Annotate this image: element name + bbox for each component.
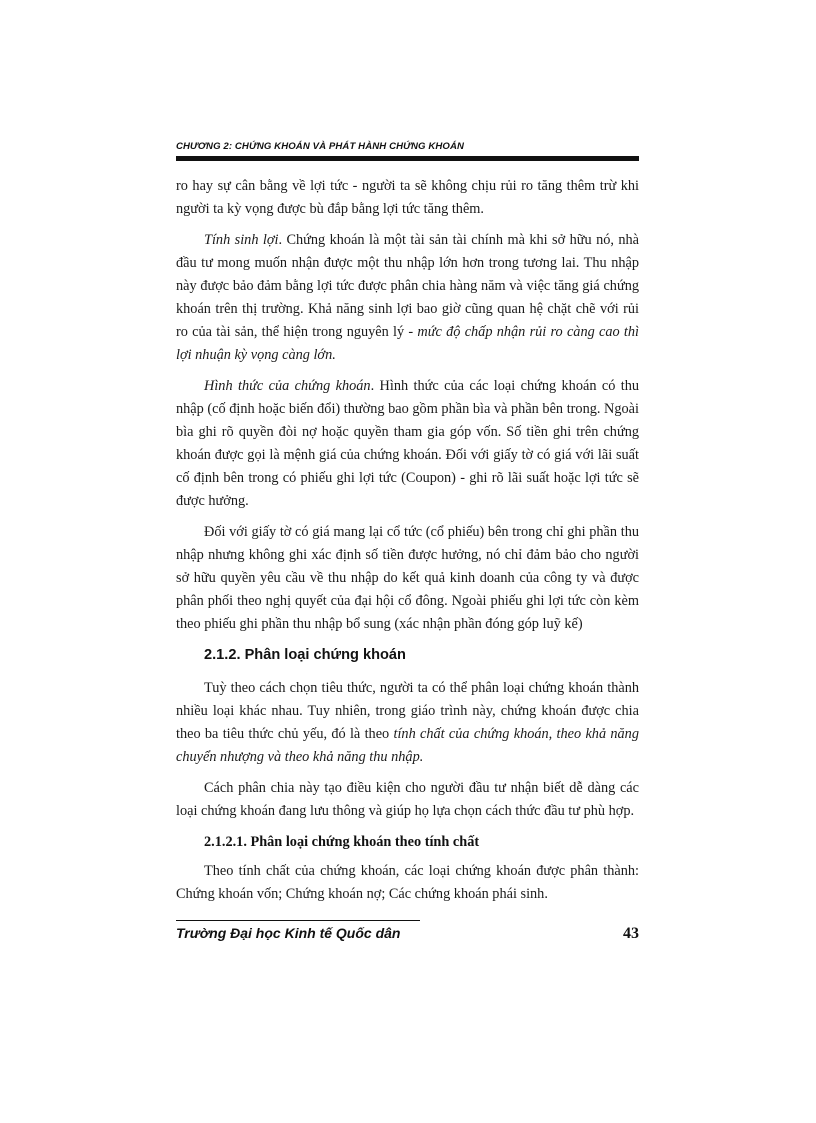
term-profitability: Tính sinh lợi [204, 232, 279, 248]
paragraph-form [176, 375, 639, 513]
paragraph-dividend-securities: Đối với giấy tờ có giá mang lại cổ tức (cổ phiếu) bên trong chỉ ghi phần thu nhập nhưng không ghi xác định số tiền được hưởng, nó chỉ đảm bảo cho người sở hữu quyền yêu cầu về thu nhập do kết quả kinh doanh của công ty và được phân phối theo nghị quyết của đại hội cổ đông. Ngoài phiếu ghi lợi tức còn kèm theo phiếu ghi phần thu nhập bổ sung (xác nhận phần đóng góp luỹ kế) [176, 524, 639, 632]
section-heading: 2.1.2. Phân loại chứng khoán [204, 647, 406, 663]
body-text [176, 175, 639, 914]
paragraph-classification-benefit: Cách phân chia này tạo điều kiện cho người đầu tư nhận biết dễ dàng các loại chứng khoán đang lưu thông và giúp họ lựa chọn cách thức đầu tư phù hợp. [176, 780, 639, 819]
header-rule [176, 156, 639, 161]
risk-return-principle: mức độ chấp nhận rủi ro càng cao thì lợi nhuận kỳ vọng càng lớn. [176, 324, 639, 363]
classification-criteria: tính chất của chứng khoán, theo khả năng chuyển nhượng và theo khả năng thu nhập. [176, 726, 639, 765]
classification-text: Tuỳ theo cách chọn tiêu thức, người ta có thể phân loại chứng khoán thành nhiều loại khác nhau. Tuy nhiên, trong giáo trình này, chứng khoán được chia theo ba tiêu thức chủ yếu, đó là theo [176, 680, 639, 742]
footer-institution: Trường Đại học Kinh tế Quốc dân [176, 925, 401, 941]
paragraph-classification [176, 677, 639, 769]
paragraph-by-nature: Theo tính chất của chứng khoán, các loại chứng khoán được phân thành: Chứng khoán vốn; Chứng khoán nợ; Các chứng khoán phái sinh. [176, 863, 639, 902]
paragraph-profitability [176, 229, 639, 367]
page-number: 43 [623, 925, 639, 942]
term-form: Hình thức của chứng khoán [204, 378, 371, 394]
profitability-text: . Chứng khoán là một tài sản tài chính mà khi sở hữu nó, nhà đầu tư mong muốn nhận được một thu nhập lớn hơn trong tương lai. Thu nhập này được bảo đảm bằng lợi tức được phân chia hàng năm và việc tăng giá chứng khoán trên thị trường. Khả năng sinh lợi bao giờ cũng quan hệ chặt chẽ với rủi ro của tài sản, thể hiện trong nguyên lý - [176, 232, 639, 340]
paragraph-risk-return: ro hay sự cân bằng về lợi tức - người ta sẽ không chịu rủi ro tăng thêm trừ khi người ta kỳ vọng được bù đắp bằng lợi tức tăng thêm. [176, 178, 639, 217]
footer-rule [176, 920, 420, 921]
subsection-heading: 2.1.2.1. Phân loại chứng khoán theo tính chất [204, 834, 480, 850]
form-text: . Hình thức của các loại chứng khoán có thu nhập (cố định hoặc biến đổi) thường bao gồm phần bìa và phần bên trong. Ngoài bìa ghi rõ quyền đòi nợ hoặc quyền tham gia góp vốn. Số tiền ghi trên chứng khoán được gọi là mệnh giá của chứng khoán. Đối với giấy tờ có giá với lãi suất cố định bên trong có phiếu ghi lợi tức (Coupon) - ghi rõ lãi suất hoặc lợi tức sẽ được hưởng. [176, 378, 639, 509]
running-header: CHƯƠNG 2: CHỨNG KHOÁN VÀ PHÁT HÀNH CHỨNG KHOÁN [176, 141, 465, 152]
